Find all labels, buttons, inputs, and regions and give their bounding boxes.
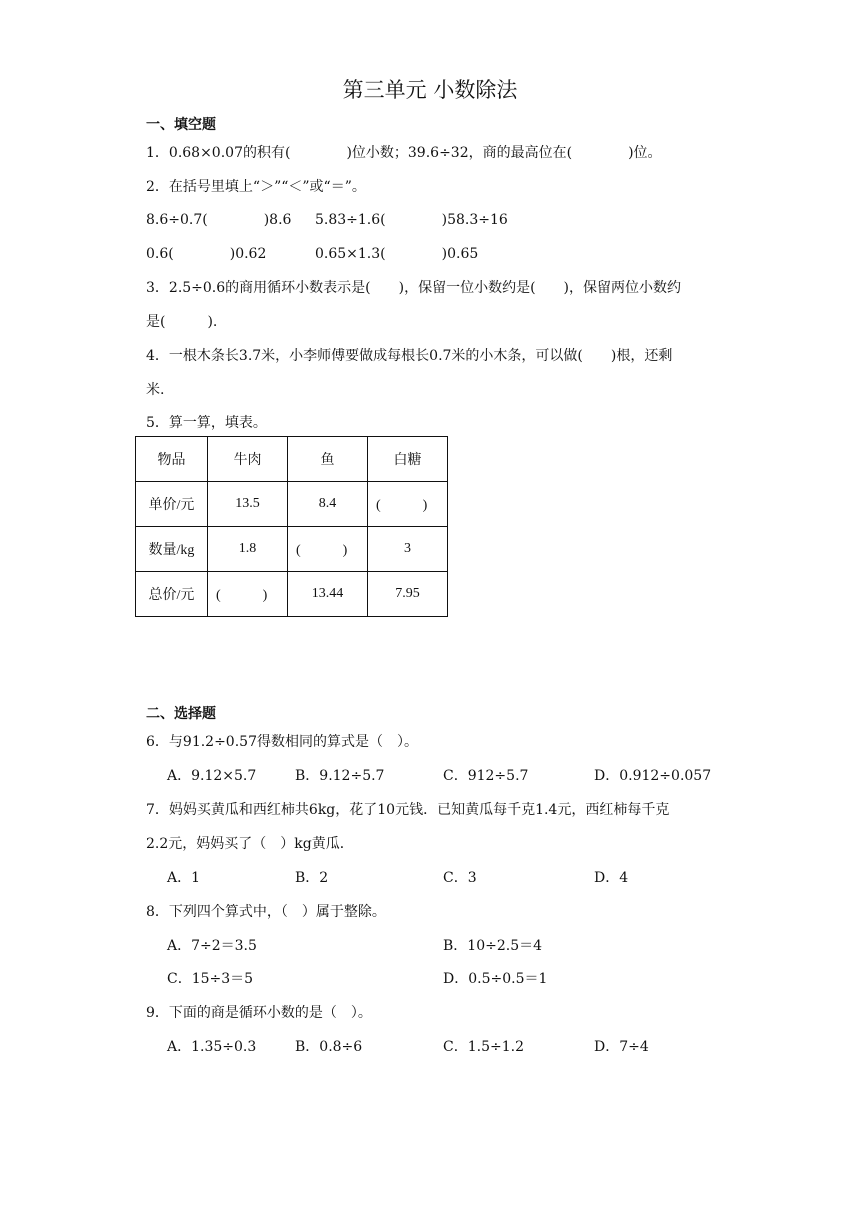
question-1: 1．0.68×0.07的积有( )位小数；39.6÷32，商的最高位在( )位。 <box>146 145 662 161</box>
question-2c: 0.6( )0.62 <box>146 246 267 262</box>
q7-option-b: B．2 <box>295 870 329 886</box>
question-4-line2: 米. <box>146 382 165 398</box>
q6-option-d: D．0.912÷0.057 <box>594 768 712 784</box>
table-cell: 13.5 <box>208 482 288 527</box>
section-multiple-choice-heading: 二、选择题 <box>146 706 216 722</box>
question-7-line2: 2.2元，妈妈买了（ ）kg黄瓜． <box>146 836 354 852</box>
table-cell: 3 <box>368 527 448 572</box>
table-row <box>136 572 448 617</box>
page-title: 第三单元 小数除法 <box>342 78 518 102</box>
table-cell: 1.8 <box>208 527 288 572</box>
question-9: 9．下面的商是循环小数的是（ ）。 <box>146 1005 372 1021</box>
price-table <box>135 436 448 617</box>
question-4-line1: 4．一根木条长3.7米，小李师傅要做成每根长0.7米的小木条，可以做( )根，还剩 <box>146 348 673 364</box>
q7-option-d: D．4 <box>594 870 629 886</box>
q9-option-b: B．0.8÷6 <box>295 1039 363 1055</box>
table-cell: 白糖 <box>368 437 448 482</box>
table-row <box>136 482 448 527</box>
table-row <box>136 527 448 572</box>
table-blank-cell: ( ) <box>208 572 288 617</box>
q6-option-a: A．9.12×5.7 <box>167 768 257 784</box>
table-cell: 7.95 <box>368 572 448 617</box>
question-2d: 0.65×1.3( )0.65 <box>315 246 479 262</box>
q7-option-a: A．1 <box>167 870 201 886</box>
question-2a: 8.6÷0.7( )8.6 <box>146 212 292 228</box>
q8-option-b: B．10÷2.5＝4 <box>443 938 543 954</box>
question-3-line2: 是( ). <box>146 314 218 330</box>
question-8: 8．下列四个算式中，（ ）属于整除。 <box>146 904 386 920</box>
table-blank-cell: ( ) <box>288 527 368 572</box>
question-2b: 5.83÷1.6( )58.3÷16 <box>315 212 508 228</box>
table-cell: 牛肉 <box>208 437 288 482</box>
table-row <box>136 437 448 482</box>
table-cell: 单价/元 <box>136 482 208 527</box>
section-fill-blank-heading: 一、填空题 <box>146 117 216 133</box>
q9-option-a: A．1.35÷0.3 <box>167 1039 257 1055</box>
question-3-line1: 3．2.5÷0.6的商用循环小数表示是( )，保留一位小数约是( )，保留两位小数约 <box>146 280 682 296</box>
question-5: 5．算一算，填表。 <box>146 415 267 431</box>
table-cell: 数量/kg <box>136 527 208 572</box>
table-blank-cell: ( ) <box>368 482 448 527</box>
q7-option-c: C．3 <box>443 870 477 886</box>
q6-option-b: B．9.12÷5.7 <box>295 768 385 784</box>
q9-option-c: C．1.5÷1.2 <box>443 1039 524 1055</box>
question-2: 2．在括号里填上“＞”“＜”或“＝”。 <box>146 179 366 195</box>
table-cell: 物品 <box>136 437 208 482</box>
q8-option-c: C．15÷3＝5 <box>167 971 254 987</box>
table-cell: 总价/元 <box>136 572 208 617</box>
table-cell: 13.44 <box>288 572 368 617</box>
q6-option-c: C．912÷5.7 <box>443 768 529 784</box>
table-cell: 鱼 <box>288 437 368 482</box>
table-cell: 8.4 <box>288 482 368 527</box>
q9-option-d: D．7÷4 <box>594 1039 649 1055</box>
question-7-line1: 7．妈妈买黄瓜和西红柿共6kg，花了10元钱．已知黄瓜每千克1.4元，西红柿每千克 <box>146 802 670 818</box>
question-6: 6．与91.2÷0.57得数相同的算式是（ ）。 <box>146 734 418 750</box>
q8-option-a: A．7÷2＝3.5 <box>167 938 257 954</box>
q8-option-d: D．0.5÷0.5＝1 <box>443 971 548 987</box>
